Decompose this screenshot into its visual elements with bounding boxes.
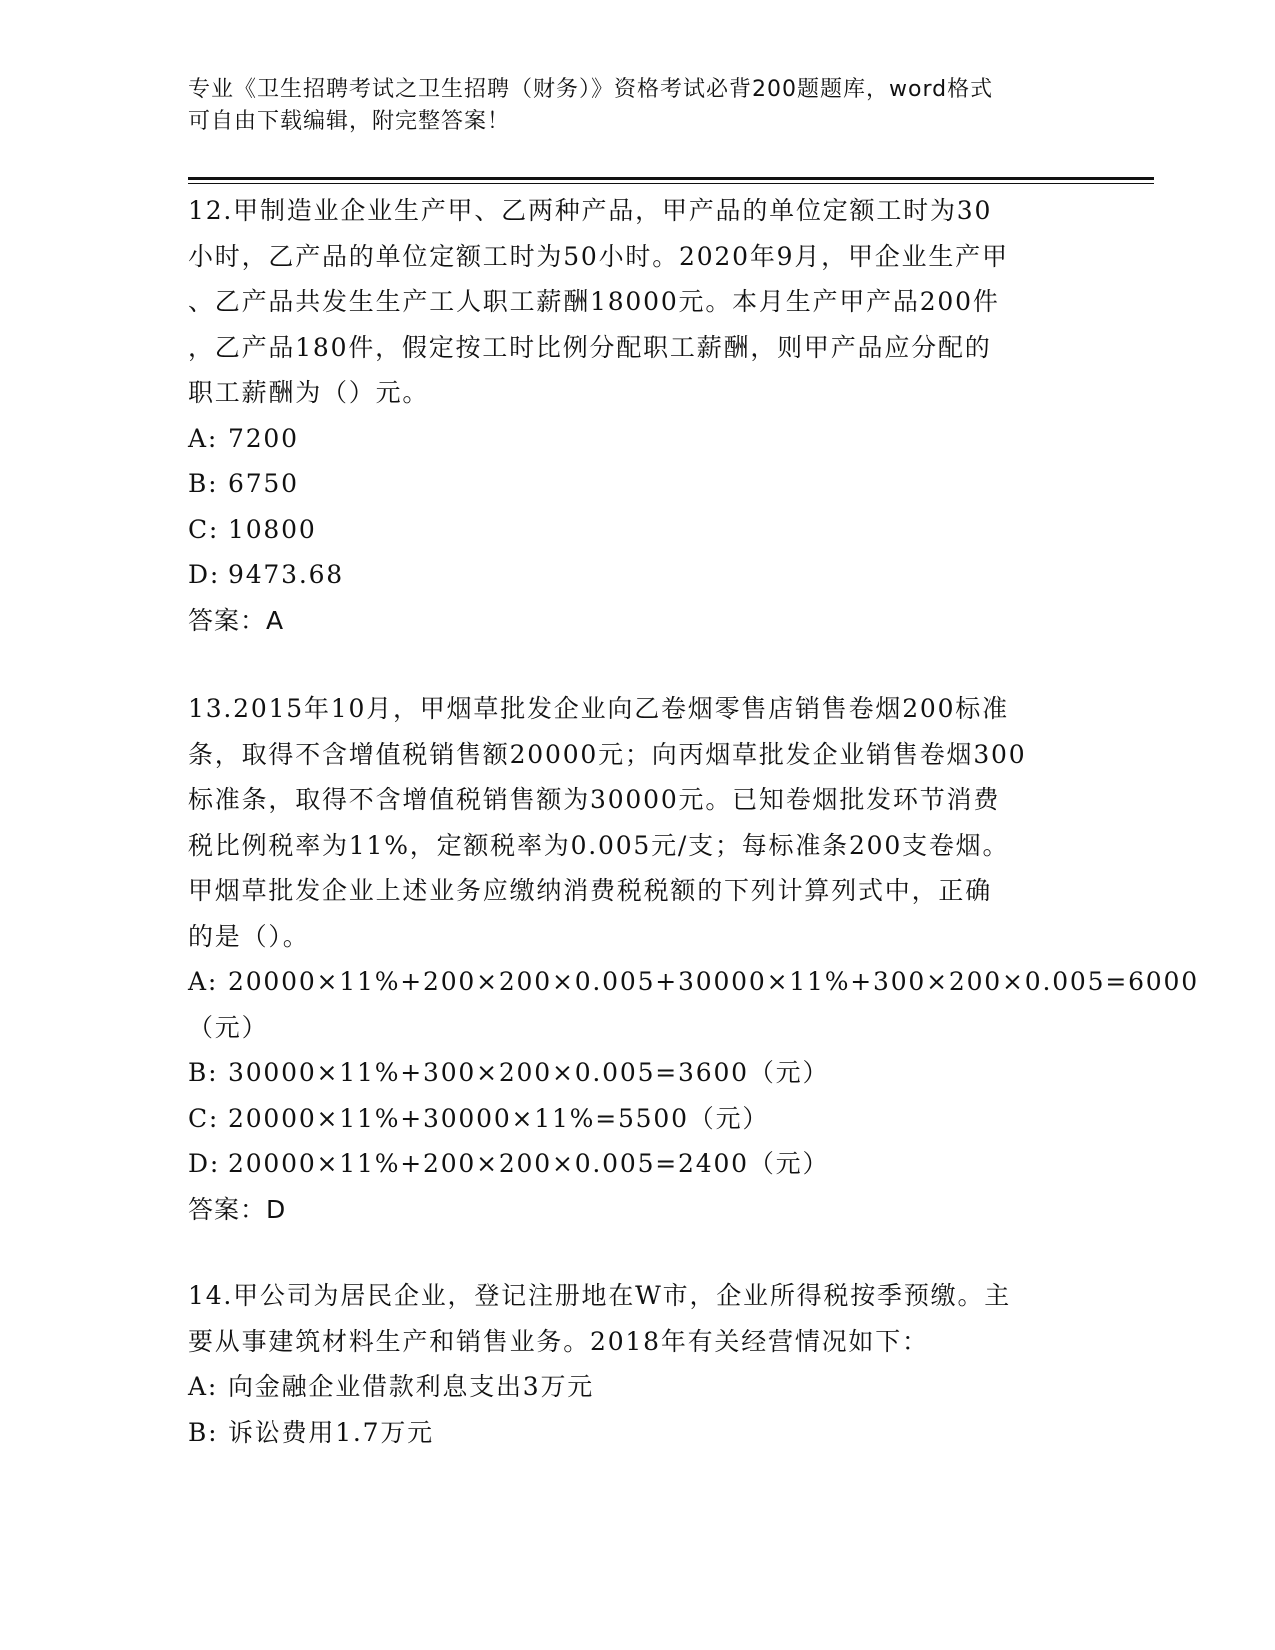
question-14 [188, 1273, 1088, 1455]
question-12-option-a [188, 416, 1088, 462]
option-text: 20000×11%+200×200×0.005+30000×11%+300×200×0.005=6000 [228, 967, 1199, 996]
option-text: 6750 [228, 469, 299, 498]
option-text: 20000×11%+200×200×0.005=2400（元） [228, 1149, 830, 1178]
option-letter: C: [188, 514, 220, 544]
option-text: 20000×11%+30000×11%=5500（元） [228, 1103, 770, 1133]
question-13-option-d [188, 1141, 1088, 1187]
header-divider-thick [188, 177, 1154, 180]
question-13-line-6: 的是（）。 [188, 921, 310, 951]
question-13 [188, 686, 1199, 1232]
question-14-line-1: 14.甲公司为居民企业，登记注册地在W市，企业所得税按季预缴。主 [188, 1281, 1012, 1310]
option-letter: B: [188, 1417, 219, 1447]
question-13-option-c [188, 1096, 1088, 1142]
option-letter: A: [188, 1372, 219, 1401]
option-text: 9473.68 [228, 560, 344, 589]
option-letter: D: [188, 560, 221, 589]
question-12-answer: 答案：A [188, 605, 285, 635]
header-line-2: 可自由下载编辑，附完整答案！ [188, 109, 511, 134]
option-letter: A: [188, 967, 219, 996]
header-divider-thin [188, 183, 1154, 184]
question-13-option-b [188, 1050, 1088, 1096]
question-12 [188, 188, 1088, 643]
header-line-1: 专业《卫生招聘考试之卫生招聘（财务）》资格考试必背200题题库，word格式 [188, 77, 994, 102]
document-header [188, 74, 1068, 138]
question-12-option-b [188, 461, 1088, 507]
option-text: 30000×11%+300×200×0.005=3600（元） [228, 1058, 830, 1087]
option-letter: B: [188, 469, 219, 498]
question-13-option-a-continued: （元） [188, 1012, 269, 1042]
question-12-option-d [188, 552, 1088, 598]
option-text: 诉讼费用1.7万元 [228, 1417, 434, 1447]
question-13-answer: 答案：D [188, 1194, 287, 1224]
question-13-line-4: 税比例税率为11%，定额税率为0.005元/支；每标准条200支卷烟。 [188, 830, 1010, 860]
question-13-line-5: 甲烟草批发企业上述业务应缴纳消费税税额的下列计算列式中，正确 [188, 876, 993, 905]
question-12-line-4: ，乙产品180件，假定按工时比例分配职工薪酬，则甲产品应分配的 [188, 332, 992, 362]
question-12-option-c [188, 507, 1088, 553]
question-13-line-1: 13.2015年10月，甲烟草批发企业向乙卷烟零售店销售卷烟200标准 [188, 694, 1009, 723]
option-letter: C: [188, 1103, 220, 1133]
option-text: 10800 [228, 514, 317, 544]
question-12-line-3: 、乙产品共发生生产工人职工薪酬18000元。本月生产甲产品200件 [188, 287, 1000, 316]
question-13-line-2: 条，取得不含增值税销售额20000元；向丙烟草批发企业销售卷烟300 [188, 739, 1027, 769]
option-text: 向金融企业借款利息支出3万元 [228, 1372, 595, 1401]
question-12-line-1: 12.甲制造业企业生产甲、乙两种产品，甲产品的单位定额工时为30 [188, 196, 993, 225]
question-13-line-3: 标准条，取得不含增值税销售额为30000元。已知卷烟批发环节消费 [188, 785, 1001, 814]
option-letter: D: [188, 1149, 221, 1178]
question-14-line-2: 要从事建筑材料生产和销售业务。2018年有关经营情况如下： [188, 1326, 929, 1356]
option-letter: A: [188, 423, 219, 453]
question-14-option-a [188, 1364, 1088, 1410]
option-text: 7200 [228, 423, 299, 453]
question-12-line-2: 小时，乙产品的单位定额工时为50小时。2020年9月，甲企业生产甲 [188, 241, 1009, 271]
option-letter: B: [188, 1058, 219, 1087]
question-12-line-5: 职工薪酬为（）元。 [188, 378, 430, 407]
question-14-option-b [188, 1410, 1088, 1456]
question-13-option-a [188, 959, 1199, 1005]
